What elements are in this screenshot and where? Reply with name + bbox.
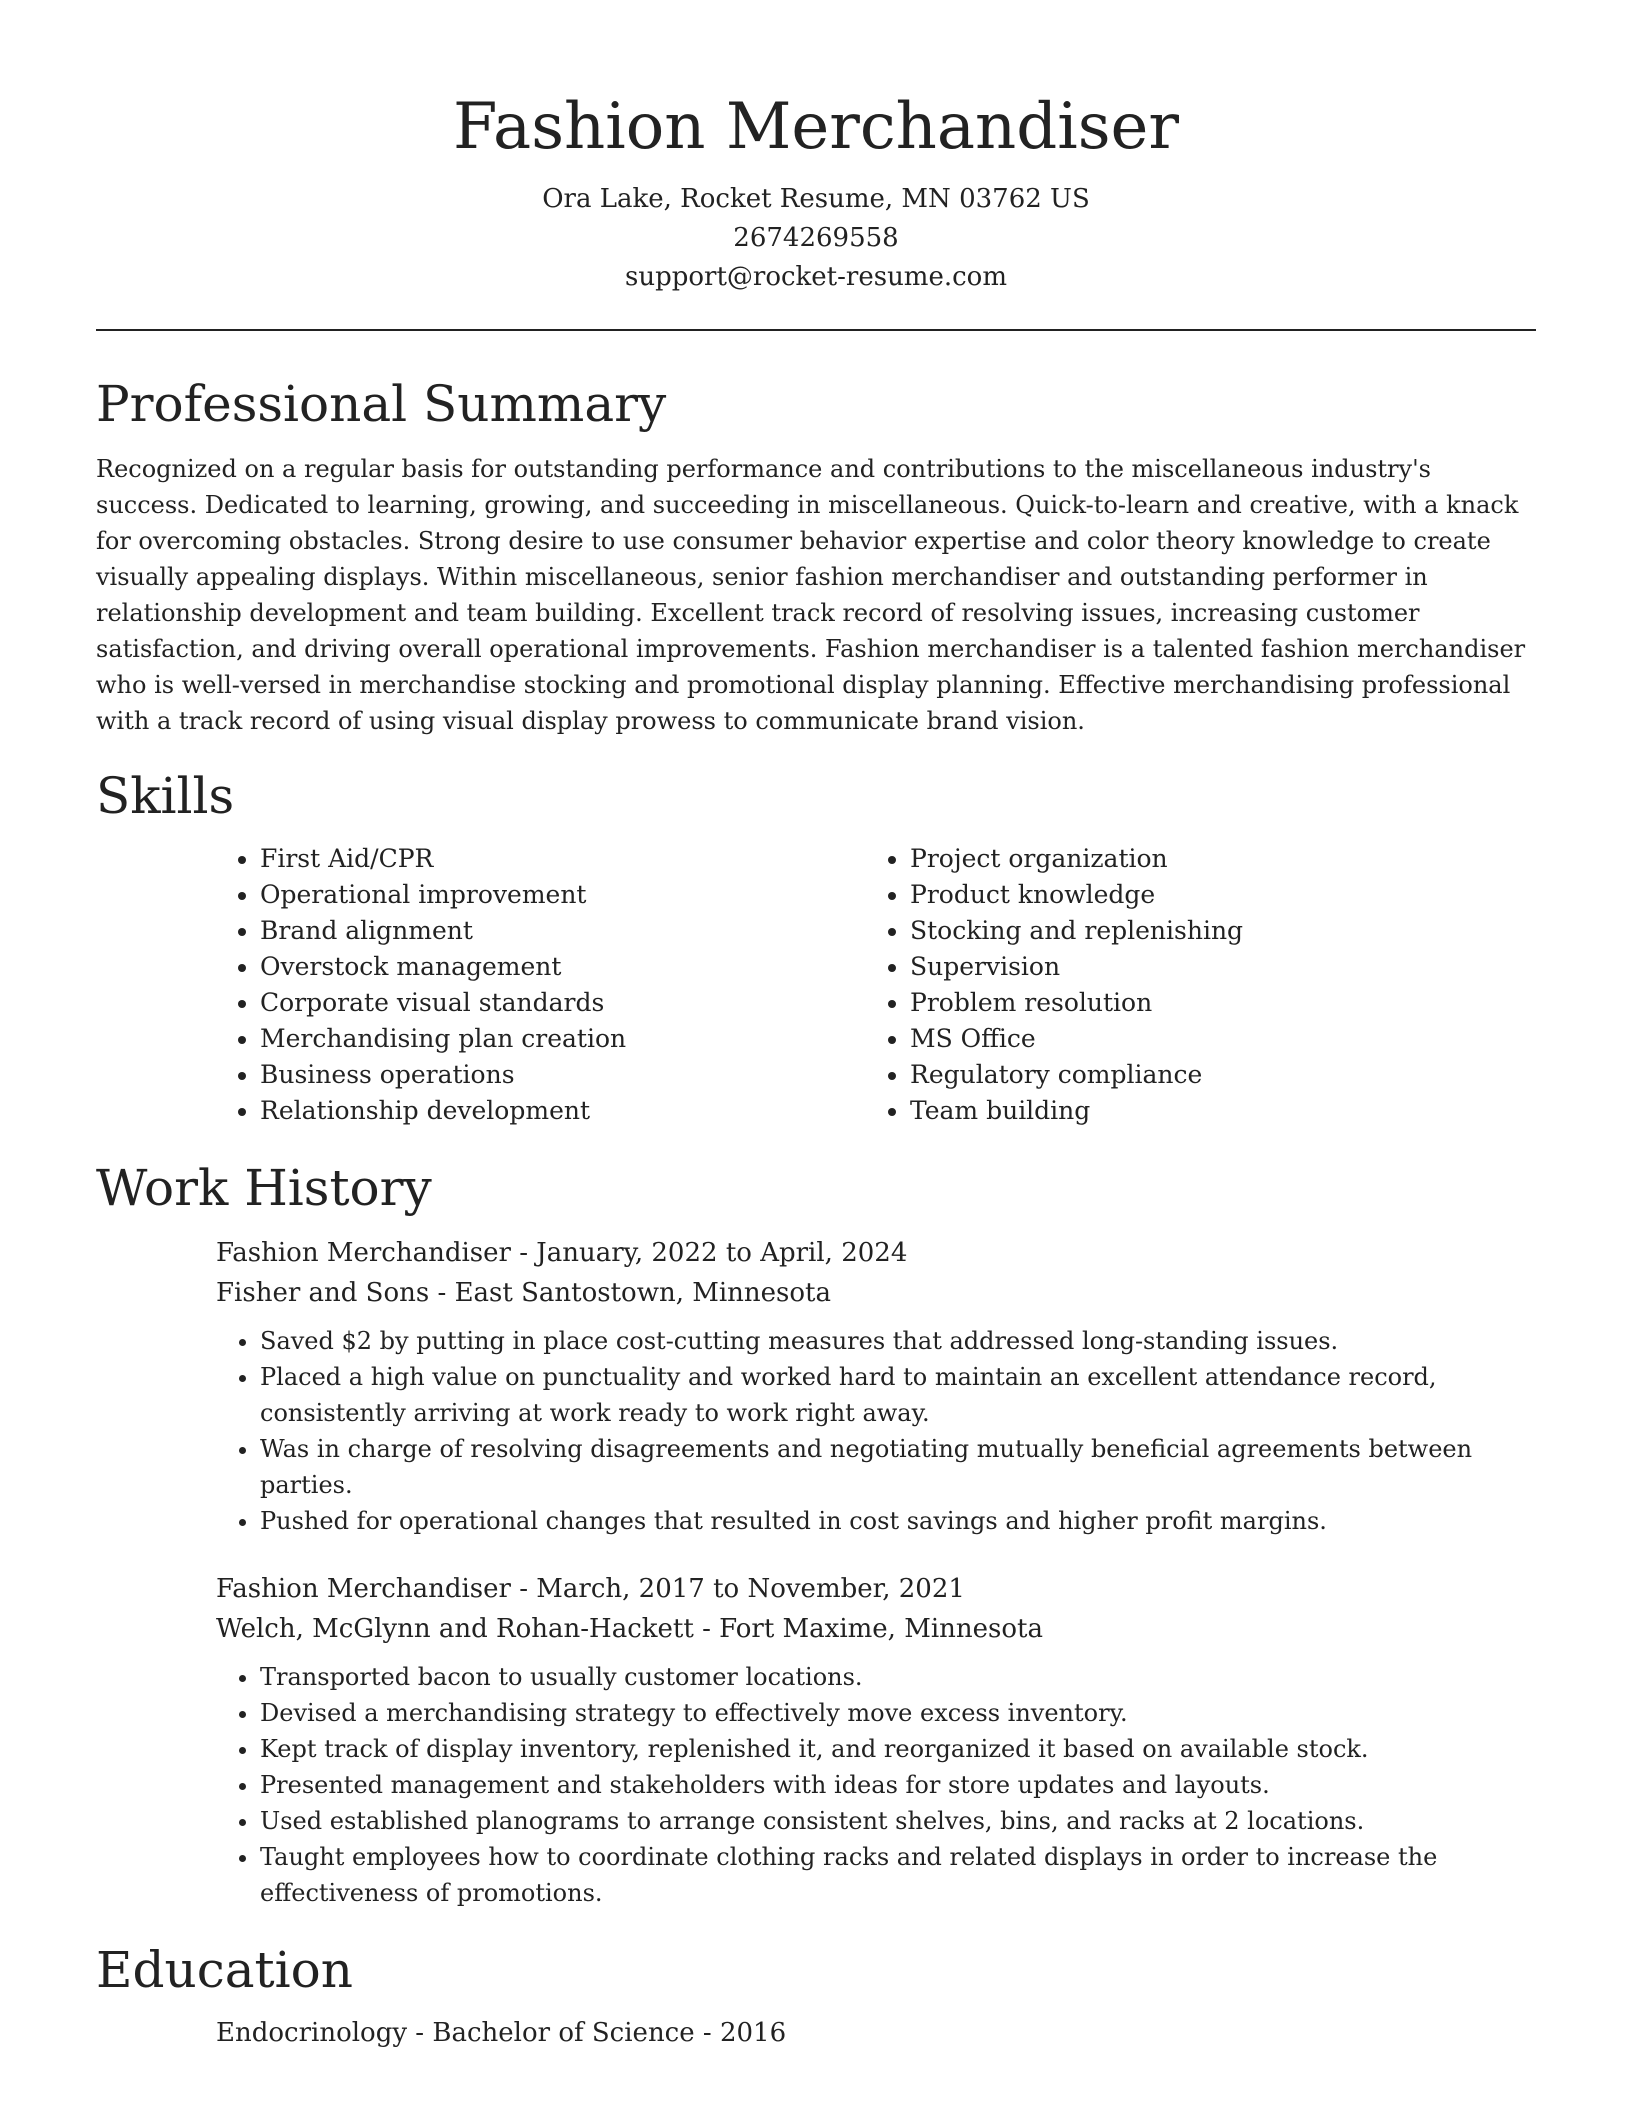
email: support@rocket-resume.com: [624, 262, 1007, 292]
job-entry: [216, 1569, 1536, 1911]
job-title-line: [216, 1233, 1536, 1273]
job-company: Fisher and Sons: [216, 1278, 430, 1308]
skills-title: Skills: [96, 767, 235, 825]
job-company-line: [216, 1273, 1536, 1313]
skill-item: • Business operations: [260, 1057, 866, 1093]
job-title-line: [216, 1569, 1536, 1609]
skill-item: • Problem resolution: [910, 985, 1510, 1021]
job-bullets: [216, 1323, 1536, 1539]
job-location: East Santostown, Minnesota: [454, 1278, 831, 1308]
skills-column-1: [216, 841, 866, 1129]
summary-title: Professional Summary: [96, 375, 667, 433]
skill-item: • Merchandising plan creation: [260, 1021, 866, 1057]
job-entry: [216, 1233, 1536, 1539]
skills-list: [216, 841, 1536, 1129]
job-company: Welch, McGlynn and Rohan-Hackett: [216, 1614, 694, 1644]
education-year: 2016: [719, 2018, 787, 2048]
job-bullet: • Transported bacon to usually customer locations.: [260, 1659, 1536, 1695]
job-company-line: [216, 1609, 1536, 1649]
skill-item: • Team building: [910, 1093, 1510, 1129]
skill-item: • Project organization: [910, 841, 1510, 877]
job-bullet: • Devised a merchandising strategy to effectively move excess inventory.: [260, 1695, 1536, 1731]
job-bullet: • Pushed for operational changes that resulted in cost savings and higher profit margins.: [260, 1503, 1536, 1539]
skills-section: [96, 761, 1536, 1129]
education-separator: -: [415, 2018, 433, 2048]
job-title: Fashion Merchandiser: [216, 1574, 511, 1604]
job-title: Fashion Merchandiser: [216, 1238, 511, 1268]
education-degree: Bachelor of Science: [432, 2018, 695, 2048]
job-bullets: [216, 1659, 1536, 1911]
education-entry: [216, 2013, 1536, 2053]
job-dates: January, 2022 to April, 2024: [536, 1238, 908, 1268]
contact-info: [0, 180, 1632, 297]
skill-item: • Relationship development: [260, 1093, 866, 1129]
phone: 2674269558: [733, 223, 899, 253]
work-section: [96, 1153, 1536, 1911]
skill-item: • Operational improvement: [260, 877, 866, 913]
job-bullet: • Was in charge of resolving disagreements and negotiating mutually beneficial agreements between parties.: [260, 1431, 1536, 1503]
skill-item: • Brand alignment: [260, 913, 866, 949]
address: Ora Lake, Rocket Resume, MN 03762 US: [542, 184, 1090, 214]
job-dates-separator: -: [519, 1238, 537, 1268]
work-title: Work History: [96, 1159, 432, 1217]
job-location: Fort Maxime, Minnesota: [719, 1614, 1043, 1644]
education-field: Endocrinology: [216, 2018, 408, 2048]
job-bullet: • Presented management and stakeholders with ideas for store updates and layouts.: [260, 1767, 1536, 1803]
education-title: Education: [96, 1941, 353, 1999]
job-location-separator: -: [437, 1278, 455, 1308]
job-bullet: • Taught employees how to coordinate clothing racks and related displays in order to increase the effectiveness of promotions.: [260, 1839, 1536, 1911]
skill-item: • Overstock management: [260, 949, 866, 985]
job-bullet: • Saved $2 by putting in place cost-cutting measures that addressed long-standing issues.: [260, 1323, 1536, 1359]
job-location-separator: -: [702, 1614, 720, 1644]
job-bullet: • Placed a high value on punctuality and worked hard to maintain an excellent attendance record, consistently arriving at work ready to work right away.: [260, 1359, 1536, 1431]
summary-text: Recognized on a regular basis for outstanding performance and contributions to the miscellaneous industry's success. Dedicated to learning, growing, and succeeding in miscellaneous. Quick-to-learn and creative, with a knack for overcoming obstacles. Strong desire to use consumer behavior expertise and color theory knowledge to create visually appealing displays. Within miscellaneous, senior fashion merchandiser and outstanding performer in relationship development and team building. Excellent track record of resolving issues, increasing customer satisfaction, and driving overall operational improvements. Fashion merchandiser is a talented fashion merchandiser who is well-versed in merchandise stocking and promotional display planning. Effective merchandising professional with a track record of using visual display prowess to communicate brand vision.: [96, 455, 1526, 735]
resume-header: [0, 0, 1632, 297]
header-divider: [96, 329, 1536, 331]
skill-item: • Regulatory compliance: [910, 1057, 1510, 1093]
skill-item: • Product knowledge: [910, 877, 1510, 913]
skill-item: • Stocking and replenishing: [910, 913, 1510, 949]
education-separator: -: [702, 2018, 720, 2048]
education-section: [96, 1935, 1536, 2053]
job-bullet: • Used established planograms to arrange consistent shelves, bins, and racks at 2 locations.: [260, 1803, 1536, 1839]
job-dates-separator: -: [519, 1574, 537, 1604]
job-dates: March, 2017 to November, 2021: [536, 1574, 965, 1604]
skill-item: • Corporate visual standards: [260, 985, 866, 1021]
candidate-name: Fashion Merchandiser: [452, 90, 1180, 164]
skill-item: • First Aid/CPR: [260, 841, 866, 877]
skill-item: • MS Office: [910, 1021, 1510, 1057]
summary-section: [96, 369, 1536, 739]
skills-column-2: [866, 841, 1510, 1129]
skill-item: • Supervision: [910, 949, 1510, 985]
job-bullet: • Kept track of display inventory, replenished it, and reorganized it based on available stock.: [260, 1731, 1536, 1767]
